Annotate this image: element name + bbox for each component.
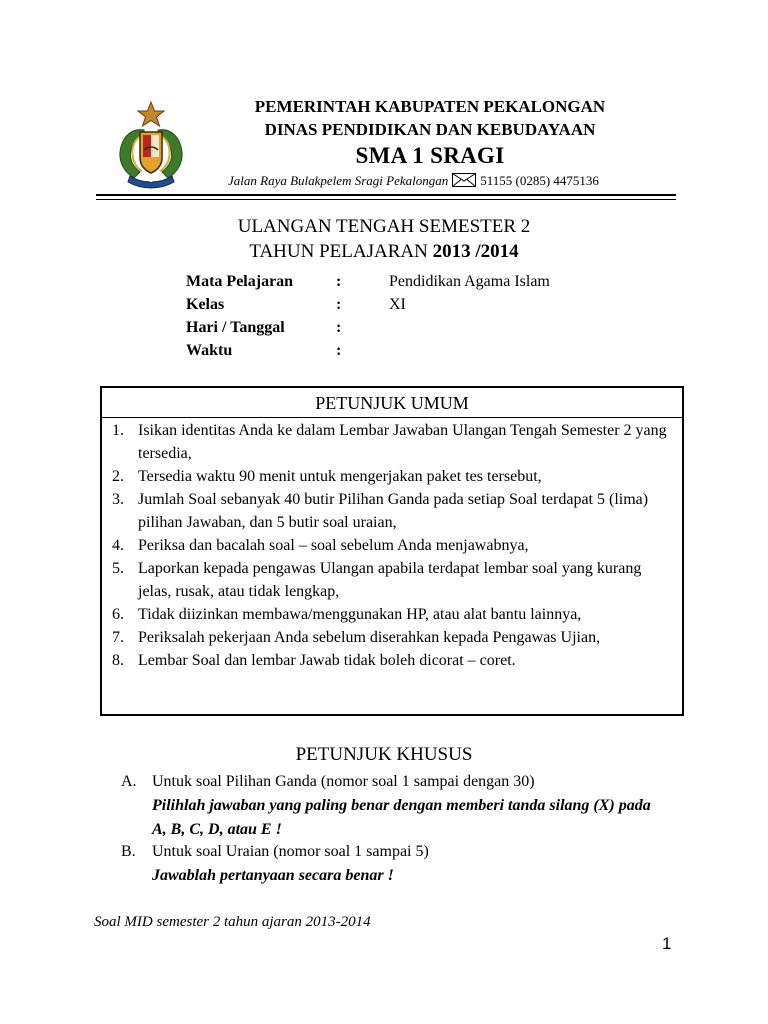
footer-note: Soal MID semester 2 tahun ajaran 2013-2014	[94, 914, 371, 930]
item-letter: A.	[121, 773, 137, 790]
list-item	[108, 557, 678, 603]
envelope-icon	[452, 173, 476, 191]
item-text: Jumlah Soal sebanyak 40 butir Pilihan Ganda pada setiap Soal terdapat 5 (lima) pilihan Jawaban, dan 5 butir soal uraian,	[138, 491, 649, 531]
list-item	[108, 419, 678, 465]
item-number: 1.	[112, 422, 124, 439]
letterhead-rule-thick	[96, 194, 676, 196]
info-colon: :	[336, 296, 342, 313]
item-number: 7.	[112, 629, 124, 646]
item-number: 3.	[112, 491, 124, 508]
item-text: Tidak diizinkan membawa/menggunakan HP, atau alat bantu lainnya,	[138, 606, 582, 623]
info-colon: :	[336, 319, 342, 336]
special-item-body	[152, 840, 662, 888]
special-item-body	[152, 770, 662, 842]
item-number: 4.	[112, 537, 124, 554]
list-item	[108, 465, 678, 488]
item-number: 6.	[112, 606, 124, 623]
school-name: SMA 1 SRAGI	[355, 143, 505, 168]
list-item	[108, 534, 678, 557]
item-text: Untuk soal Uraian (nomor soal 1 sampai 5)	[152, 843, 429, 860]
exam-title: ULANGAN TENGAH SEMESTER 2	[237, 216, 531, 237]
item-number: 2.	[112, 468, 124, 485]
item-text: Periksa dan bacalah soal – soal sebelum Anda menjawabnya,	[138, 537, 529, 554]
address-text: Jalan Raya Bulakpelem Sragi Pekalongan	[228, 173, 449, 188]
academic-year	[0, 241, 768, 263]
info-colon: :	[336, 342, 342, 359]
item-text: Laporkan kepada pengawas Ulangan apabila terdapat lembar soal yang kurang jelas, rusak, atau tidak lengkap,	[138, 560, 642, 600]
school-address	[228, 173, 599, 191]
item-emphasis: Jawablah pertanyaan secara benar !	[152, 867, 394, 884]
item-letter: B.	[121, 843, 136, 860]
item-emphasis: Pilihlah jawaban yang paling benar dengan memberi tanda silang (X) pada A, B, C, D, atau E !	[152, 797, 651, 838]
special-instructions-title: PETUNJUK KHUSUS	[295, 744, 473, 765]
government-name: PEMERINTAH KABUPATEN PEKALONGAN	[254, 97, 606, 116]
academic-year-value: 2013 /2014	[432, 241, 519, 262]
info-label: Hari / Tanggal	[186, 319, 285, 336]
postal-phone: 51155 (0285) 4475136	[480, 173, 599, 188]
list-item	[108, 626, 678, 649]
list-item	[108, 603, 678, 626]
special-item-a	[121, 770, 661, 842]
item-text: Isikan identitas Anda ke dalam Lembar Jawaban Ulangan Tengah Semester 2 yang tersedia,	[138, 422, 667, 462]
item-text: Lembar Soal dan lembar Jawab tidak boleh dicorat – coret.	[138, 652, 516, 669]
info-label: Mata Pelajaran	[186, 273, 294, 290]
letterhead-rule-thin	[96, 199, 676, 200]
info-value: XI	[389, 296, 406, 313]
department-name: DINAS PENDIDIKAN DAN KEBUDAYAAN	[264, 120, 596, 139]
info-label: Waktu	[186, 342, 233, 359]
academic-year-label: TAHUN PELAJARAN	[249, 241, 428, 262]
special-item-b	[121, 840, 661, 888]
item-text: Tersedia waktu 90 menit untuk mengerjakan paket tes tersebut,	[138, 468, 542, 485]
info-value: Pendidikan Agama Islam	[389, 273, 550, 290]
item-number: 8.	[112, 652, 124, 669]
info-label: Kelas	[186, 296, 225, 313]
list-item	[108, 649, 678, 672]
general-instructions-list	[108, 419, 678, 672]
regency-crest-icon	[114, 100, 202, 190]
item-text: Periksalah pekerjaan Anda sebelum diserahkan kepada Pengawas Ujian,	[138, 629, 601, 646]
list-item	[108, 488, 678, 534]
item-text: Untuk soal Pilihan Ganda (nomor soal 1 sampai dengan 30)	[152, 773, 535, 790]
info-colon: :	[336, 273, 342, 290]
page-number: 1	[662, 934, 672, 953]
item-number: 5.	[112, 560, 124, 577]
general-instructions-box	[100, 386, 684, 716]
general-instructions-title: PETUNJUK UMUM	[102, 388, 682, 418]
